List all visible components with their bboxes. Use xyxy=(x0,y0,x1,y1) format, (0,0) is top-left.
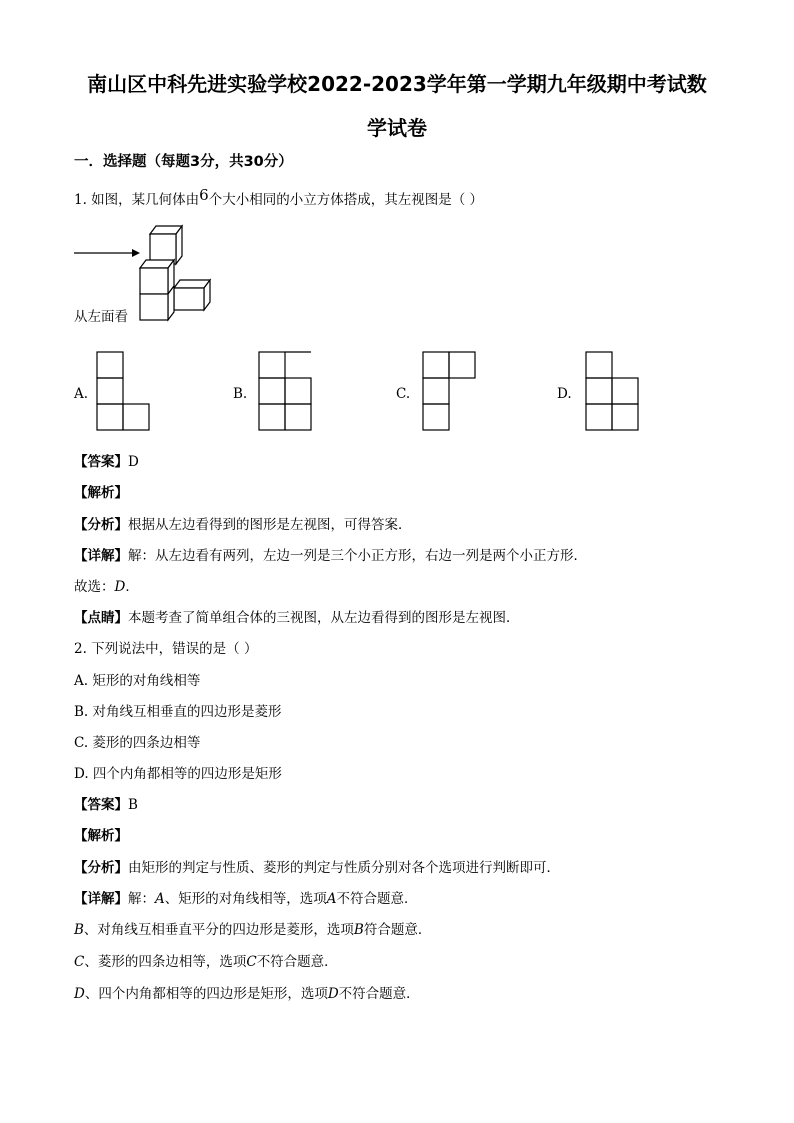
q1-option-a-figure xyxy=(97,352,151,432)
q2-fenxi: 【分析】由矩形的判定与性质、菱形的判定与性质分别对各个选项进行判断即可． xyxy=(74,860,560,876)
q2-xiangjie-c: C、菱形的四条边相等，选项C不符合题意． xyxy=(74,954,338,970)
q1-option-d-figure xyxy=(586,352,640,432)
q1-dianjing: 【点睛】本题考查了简单组合体的三视图，从左边看得到的图形是左视图． xyxy=(74,610,520,626)
q1-option-d-label: D. xyxy=(557,386,572,402)
q2-stem: 2. 下列说法中，错误的是（ ） xyxy=(74,641,258,657)
q2-analysis-heading: 【解析】 xyxy=(74,828,128,844)
exam-title-line2: 学试卷 xyxy=(367,116,427,140)
q1-xiangjie: 【详解】解：从左边看有两列，左边一列是三个小正方形，右边一列是两个小正方形． xyxy=(74,548,587,564)
q2-option-a: A. 矩形的对角线相等 xyxy=(74,673,201,689)
q2-option-d: D. 四个内角都相等的四边形是矩形 xyxy=(74,766,282,782)
q1-option-c-figure xyxy=(423,352,477,432)
q1-option-b-label: B. xyxy=(233,386,248,402)
q1-analysis-heading: 【解析】 xyxy=(74,485,128,501)
q2-xiangjie-b: B、对角线互相垂直平分的四边形是菱形，选项B符合题意． xyxy=(74,922,432,938)
q1-option-b-figure xyxy=(259,352,313,432)
q2-answer: 【答案】B xyxy=(74,797,138,813)
q1-fenxi: 【分析】根据从左边看得到的图形是左视图，可得答案． xyxy=(74,517,412,533)
q1-option-c-label: C. xyxy=(396,386,411,402)
q1-cube-count: 6 xyxy=(199,186,209,204)
q1-option-a-label: A. xyxy=(74,386,89,402)
exam-title-line1: 南山区中科先进实验学校2022-2023学年第一学期九年级期中考试数 xyxy=(87,72,707,96)
section-heading-choice: 一．选择题（每题3分，共30分） xyxy=(74,154,293,170)
q2-xiangjie-d: D、四个内角都相等的四边形是矩形，选项D不符合题意． xyxy=(74,986,420,1002)
q2-option-c: C. 菱形的四条边相等 xyxy=(74,735,201,751)
q2-xiangjie-a: 【详解】解：A、矩形的对角线相等，选项A不符合题意． xyxy=(74,891,418,907)
q1-figure-caption: 从左面看 xyxy=(74,309,128,325)
q2-option-b: B. 对角线互相垂直的四边形是菱形 xyxy=(74,704,282,720)
q1-guxuan: 故选：D． xyxy=(74,579,139,595)
q1-stem: 1. 如图，某几何体由6个大小相同的小立方体搭成，其左视图是（ ） xyxy=(74,186,484,208)
q1-answer: 【答案】D xyxy=(74,454,139,470)
